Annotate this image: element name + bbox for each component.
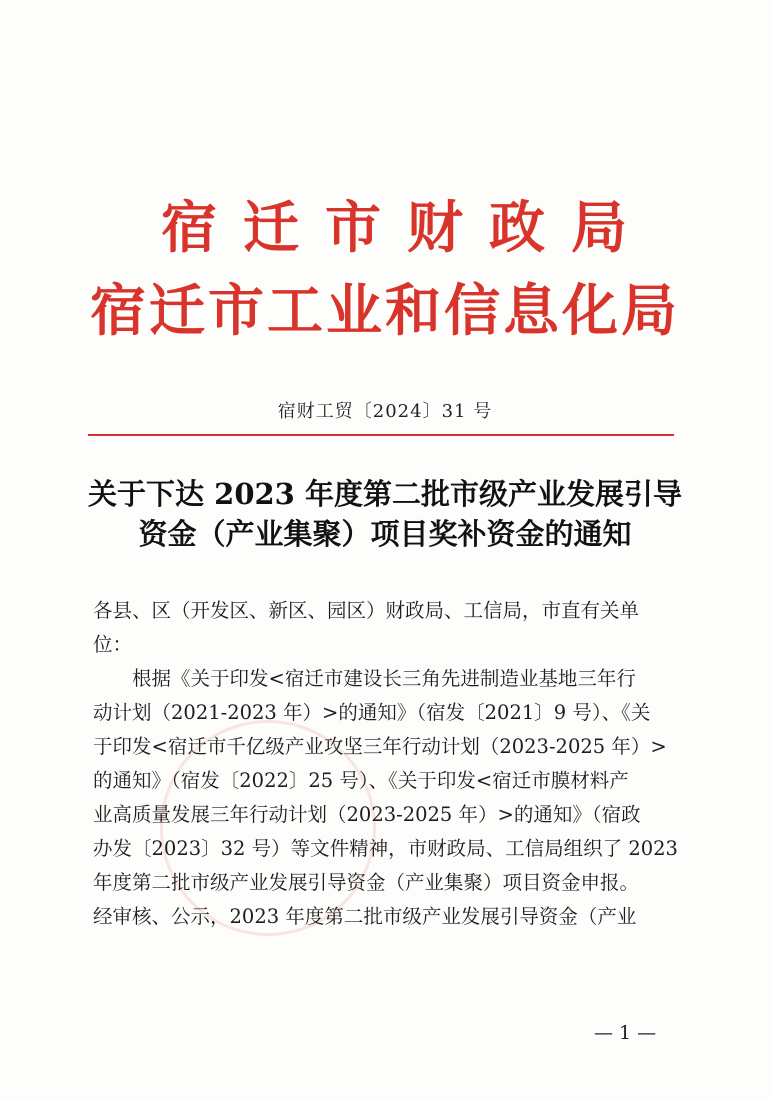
document-title-line-1: 关于下达 2023 年度第二批市级产业发展引导 bbox=[88, 477, 682, 511]
body-paragraph bbox=[93, 662, 678, 934]
body-line: 年度第二批市级产业发展引导资金（产业集聚）项目资金申报。 bbox=[93, 871, 640, 894]
body-line: 于印发<宿迁市千亿级产业攻坚三年行动计划（2023-2025 年）> bbox=[93, 735, 667, 758]
addressee-line: 位： bbox=[93, 633, 133, 656]
red-separator-line bbox=[88, 434, 674, 436]
body-line: 的通知》（宿发〔2022〕25 号）、《关于印发<宿迁市膜材料产 bbox=[93, 769, 629, 792]
document-number: 宿财工贸〔2024〕31 号 bbox=[277, 401, 493, 422]
addressee-line: 各县、区（开发区、新区、园区）财政局、工信局，市直有关单 bbox=[93, 599, 640, 622]
body-line: 根据《关于印发<宿迁市建设长三角先进制造业基地三年行 bbox=[93, 667, 636, 690]
addressee bbox=[93, 594, 675, 662]
page-number: — 1 — bbox=[594, 1022, 657, 1044]
body-line: 办发〔2023〕32 号）等文件精神，市财政局、工信局组织了 2023 bbox=[93, 837, 678, 860]
issuer-name-finance-bureau: 宿迁市财政局 bbox=[161, 195, 653, 261]
issuer-name-industry-bureau: 宿迁市工业和信息化局 bbox=[90, 278, 680, 344]
body-line: 经审核、公示，2023 年度第二批市级产业发展引导资金（产业 bbox=[93, 905, 637, 928]
document-title-line-2: 资金（产业集聚）项目奖补资金的通知 bbox=[138, 517, 632, 551]
body-line: 业高质量发展三年行动计划（2023-2025 年）>的通知》（宿政 bbox=[93, 803, 641, 826]
body-line: 动计划（2021-2023 年）>的通知》（宿发〔2021〕9 号）、《关 bbox=[93, 701, 651, 724]
